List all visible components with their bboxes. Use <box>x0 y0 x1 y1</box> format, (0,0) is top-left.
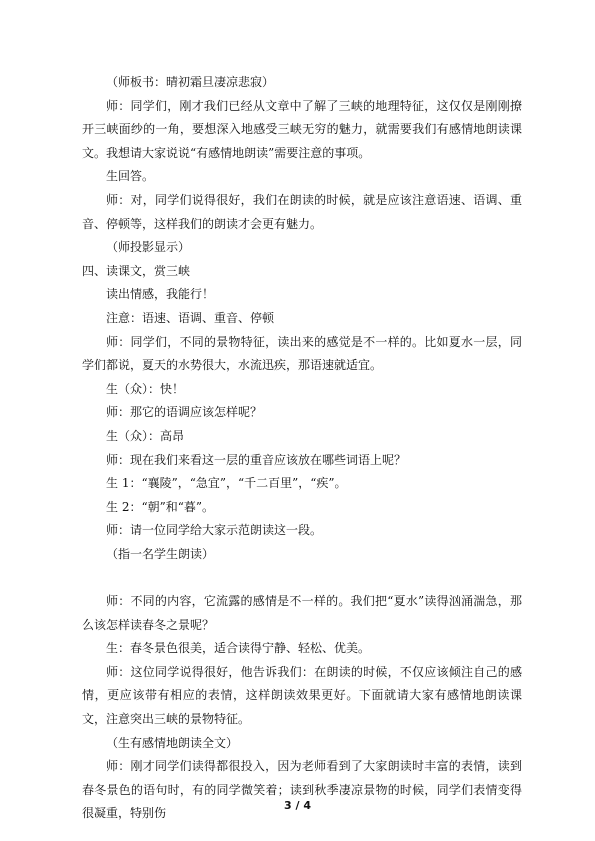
paragraph-student-answer: 生回答。 <box>106 169 155 184</box>
paragraph-teacher-reading-tips: 师：对，同学们说得很好，我们在朗读的时候，就是应该注意语速、语调、重音、停顿等，这样我们的朗读才会更有魅力。 <box>82 192 522 231</box>
paragraph-teacher-expression: 师：这位同学说得很好，他告诉我们：在朗读的时候，不仅应该倾注自己的感情，更应该带有相应的表情，这样朗读效果更好。下面就请大家有感情地朗读课文，注意突出三峡的景物特征。 <box>82 664 522 727</box>
paragraph-teacher-intro: 师：同学们，刚才我们已经从文章中了解了三峡的地理特征，这仅仅是刚刚撩开三峡面纱的一角，要想深入地感受三峡无穷的魅力，就需要我们有感情地朗读课文。我想请大家说说“有感情地朗读”需要注意的事项。 <box>82 98 522 160</box>
paragraph-student-2: 生 2：“朝”和“暮”。 <box>106 499 214 514</box>
paragraph-projection-note: （师投影显示） <box>106 240 191 255</box>
paragraph-students-high: 生（众）：高昂 <box>106 428 185 443</box>
paragraph-students-fast: 生（众）：快！ <box>106 381 185 396</box>
paragraph-teacher-spring-winter: 师：不同的内容，它流露的感情是不一样的。我们把“夏水”读得汹涌湍急，那么该怎样读春冬之景呢？ <box>82 594 522 632</box>
paragraph-full-reading: （生有感情地朗读全文） <box>106 735 239 750</box>
paragraph-slogan: 读出情感，我能行！ <box>106 287 215 302</box>
paragraph-teacher-tone: 师：那它的语调应该怎样呢？ <box>106 405 263 420</box>
paragraph-teacher-demo: 师：请一位同学给大家示范朗读这一段。 <box>106 523 323 538</box>
page-body <box>82 71 522 826</box>
paragraph-student-reads: （指一名学生朗读） <box>106 546 215 561</box>
paragraph-blackboard-note: （师板书：晴初霜旦凄凉悲寂） <box>106 75 275 89</box>
paragraph-student-1: 生 1：“襄陵”，“急宜”，“千二百里”，“疾”。 <box>106 476 347 491</box>
page-number: 3 / 4 <box>284 799 311 812</box>
paragraph-teacher-feedback: 师：刚才同学们读得都很投入，因为老师看到了大家朗读时丰富的表情，读到春冬景色的语句时，有的同学微笑着；读到秋季凄凉景物的时候，同学们表情变得很凝重，特别伤 <box>82 759 522 821</box>
section-heading: 四、读课文，赏三峡 <box>82 263 191 278</box>
paragraph-attention: 注意：语速、语调、重音、停顿 <box>106 310 275 325</box>
paragraph-teacher-stress: 师：现在我们来看这一层的重音应该放在哪些词语上呢？ <box>106 452 407 467</box>
paragraph-student-spring-winter: 生：春冬景色很美，适合读得宁静、轻松、优美。 <box>106 641 371 656</box>
paragraph-teacher-summer: 师：同学们，不同的景物特征，读出来的感觉是不一样的。比如夏水一层，同学们都说，夏天的水势很大，水流迅疾，那语速就适宜。 <box>82 334 522 373</box>
